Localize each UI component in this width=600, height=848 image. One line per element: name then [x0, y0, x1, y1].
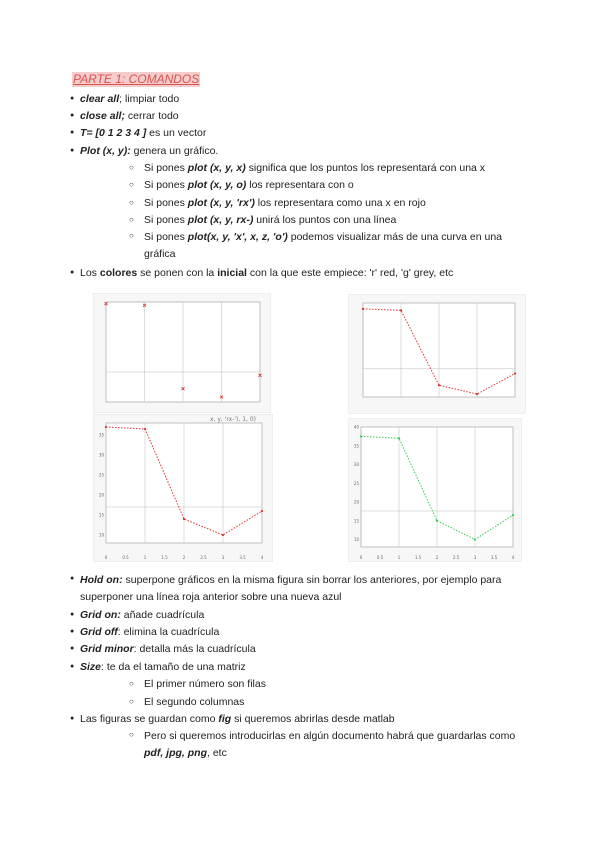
bullet-text: ; limpiar todo — [119, 93, 180, 105]
bullet-grid-minor — [80, 642, 256, 656]
colores-bold: colores — [99, 267, 138, 279]
figuras-sub-cmd: pdf, jpg, png — [144, 747, 207, 759]
x-tick-label: 1 — [143, 555, 147, 560]
cmd-label: Grid off — [80, 626, 118, 638]
bullet-text: es un vector — [146, 127, 207, 139]
y-tick-label: 15 — [98, 512, 104, 518]
bullet-colores — [80, 266, 453, 280]
figuras-post: si queremos abrirlas desde matlab — [231, 713, 395, 725]
y-tick-label: 30 — [98, 452, 104, 458]
plot-red-line-large — [93, 414, 273, 562]
bullet-size — [80, 660, 246, 674]
plot-red-line-small — [348, 294, 526, 414]
inicial-bold: inicial — [217, 267, 247, 279]
subitem-pre: Si pones — [144, 162, 188, 174]
y-tick-label: 25 — [353, 480, 359, 486]
y-tick-label: 10 — [353, 537, 359, 542]
size-subitem: ○ El primer número son filas — [144, 677, 266, 691]
cmd-label: Grid minor — [80, 643, 134, 655]
y-tick-label: 25 — [98, 472, 104, 478]
subitem-pre: Si pones — [144, 197, 188, 209]
figuras-subitem — [144, 728, 524, 762]
data-point — [360, 435, 362, 437]
figuras-cmd: fig — [218, 713, 232, 725]
data-point — [438, 384, 440, 386]
x-tick-label: 0 — [104, 555, 108, 560]
bullet-vector — [80, 126, 206, 140]
x-tick-label: 3.5 — [490, 555, 498, 560]
data-point — [436, 520, 438, 522]
subitem-post: los representara con o — [246, 179, 354, 191]
x-tick-label: 0.5 — [376, 555, 384, 560]
subitem-cmd: plot (x, y, o) — [187, 179, 247, 191]
bullet-text: añade cuadrícula — [120, 609, 205, 621]
bullet-plot — [80, 144, 218, 158]
subitem-pre: Si pones — [144, 214, 188, 226]
data-point — [514, 372, 516, 374]
bullet-hold-on — [80, 572, 510, 606]
figuras-sub-pre: Pero si queremos introducirlas en algún documento habrá que guardarlas como — [144, 730, 516, 742]
plot-subitem — [144, 196, 426, 210]
bullet-text: cerrar todo — [124, 110, 179, 122]
data-point — [144, 428, 146, 430]
y-tick-label: 35 — [353, 443, 359, 449]
x-tick-label: 3.5 — [239, 555, 246, 560]
subitem-pre: Si pones — [144, 179, 188, 191]
data-point — [261, 510, 263, 512]
x-tick-label: 3 — [221, 555, 225, 560]
data-point — [105, 426, 107, 428]
x-tick-label: 4 — [260, 555, 264, 560]
y-tick-label: 20 — [98, 492, 104, 498]
bullet-grid-on — [80, 608, 204, 622]
x-tick-label: 4 — [511, 555, 515, 560]
x-tick-label: 1.5 — [161, 555, 168, 560]
data-point — [474, 538, 476, 540]
bullet-text: superpone gráficos en la misma figura sin borrar los anteriores, por ejemplo para superponer una línea roja anterior sobre una nueva azul — [80, 574, 502, 603]
bullet-text: : te da el tamaño de una matriz — [101, 661, 246, 673]
subitem-cmd: plot (x, y, x) — [187, 162, 246, 174]
cmd-label: Size — [80, 661, 102, 673]
x-tick-label: 0 — [359, 555, 363, 560]
plot-subitem — [144, 229, 524, 263]
x-tick-label: 0.5 — [122, 555, 129, 560]
colores-mid: se ponen con la — [137, 267, 218, 279]
y-tick-label: 40 — [353, 424, 359, 430]
cmd-label: clear all — [80, 93, 120, 105]
subitem-post: unirá los puntos con una línea — [253, 214, 397, 226]
data-point — [398, 437, 400, 439]
subitem-post: significa que los puntos los representará con una x — [245, 162, 486, 174]
bullet-text: : elimina la cuadrícula — [117, 626, 220, 638]
y-tick-label: 20 — [353, 499, 359, 505]
cmd-label: Hold on: — [80, 574, 123, 586]
data-point — [512, 514, 514, 516]
cmd-label: close all; — [80, 110, 125, 122]
subitem-post: podemos visualizar más de una curva en una gráfica — [144, 231, 503, 260]
data-point — [362, 308, 364, 310]
x-tick-label: 2 — [435, 555, 439, 560]
bullet-grid-off — [80, 625, 219, 639]
subitem-cmd: plot (x, y, 'rx') — [187, 197, 255, 209]
cmd-label: T= [0 1 2 3 4 ] — [80, 127, 147, 139]
bullet-figuras — [80, 712, 395, 726]
y-tick-label: 30 — [353, 462, 359, 467]
colores-pre: Los — [80, 267, 100, 279]
data-point — [183, 518, 185, 520]
plot-subitem — [144, 161, 485, 175]
bullet-close-all — [80, 109, 179, 123]
figuras-sub-post: , etc — [206, 747, 227, 759]
y-tick-label: 10 — [98, 532, 104, 538]
cmd-label: Plot (x, y): — [80, 145, 131, 157]
plot-subitem — [144, 178, 354, 192]
data-point — [400, 309, 402, 311]
x-tick-label: 3 — [473, 555, 477, 560]
bullet-clear-all — [80, 92, 179, 106]
subitem-post: los representara como una x en rojo — [254, 197, 426, 209]
cmd-label: Grid on: — [80, 609, 121, 621]
x-tick-label: 1.5 — [414, 555, 422, 560]
colores-post: con la que este empiece: 'r' red, 'g' grey, etc — [246, 267, 454, 279]
x-tick-label: 2.5 — [452, 555, 460, 560]
x-tick-label: 2 — [182, 555, 186, 560]
y-tick-label: 15 — [353, 518, 359, 524]
data-point — [476, 393, 478, 395]
data-point — [222, 534, 224, 536]
subitem-cmd: plot (x, y, rx-) — [187, 214, 254, 226]
x-tick-label: 2.5 — [200, 555, 207, 560]
plot-green-line — [348, 418, 522, 562]
plot-caption: x, y, 'rx-'), 1, 0) — [210, 416, 256, 423]
bullet-text: : detalla más la cuadrícula — [133, 643, 256, 655]
x-tick-label: 1 — [397, 555, 401, 560]
figuras-pre: Las figuras se guardan como — [80, 713, 219, 725]
subitem-pre: Si pones — [144, 231, 188, 243]
subitem-cmd: plot(x, y, 'x', x, z, 'o') — [187, 231, 288, 243]
bullet-text: genera un gráfico. — [130, 145, 219, 157]
plot-scatter-red-x — [93, 293, 271, 413]
section-title: PARTE 1: COMANDOS — [73, 72, 200, 86]
plot-subitem — [144, 213, 396, 227]
size-subitem: ○ El segundo columnas — [144, 695, 244, 709]
y-tick-label: 35 — [98, 432, 104, 438]
